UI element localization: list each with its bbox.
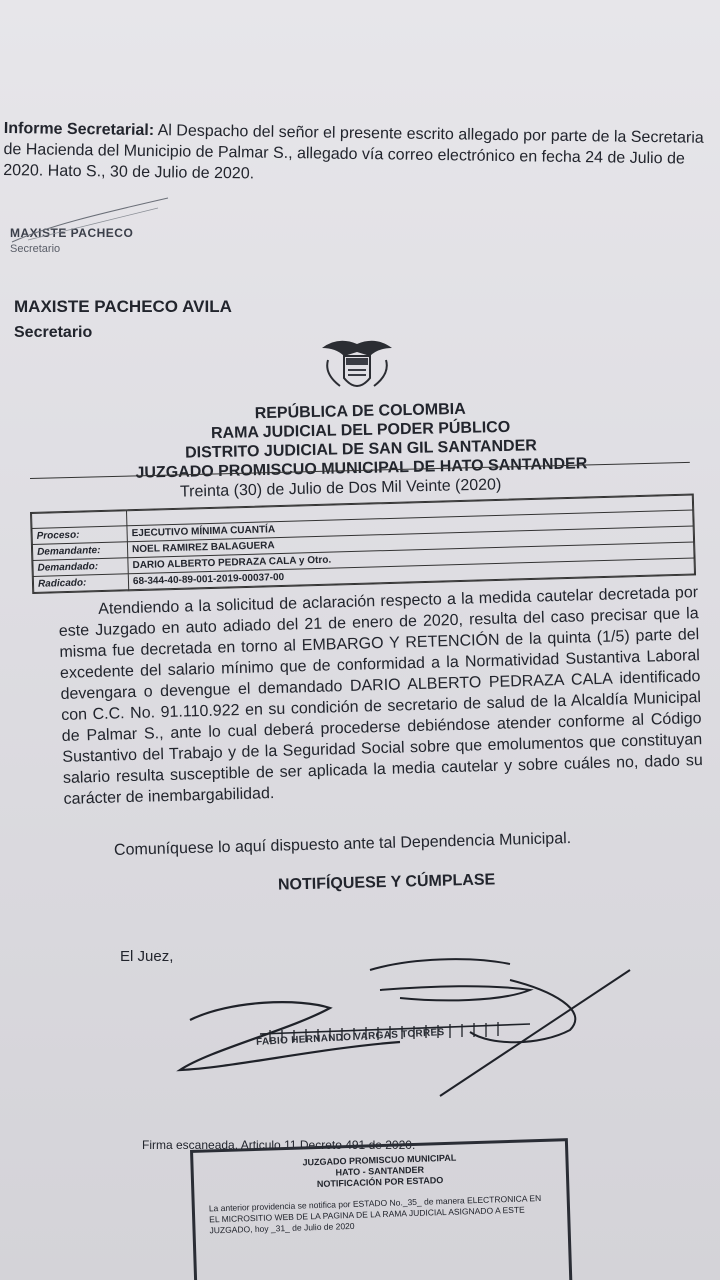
judge-signature	[170, 950, 650, 1100]
table-value: 68-344-40-89-001-2019-00037-00	[128, 558, 694, 590]
informe-text: Al Despacho del señor el presente escrito allegado por parte de la Secretaria de Hacienda del Municipio de Palmar S., allegado vía correo electrónico en fecha 24 de Julio de 2020. Hato S., 30 de Julio de 2020.	[3, 122, 704, 183]
coat-of-arms-icon	[318, 334, 396, 398]
secretario-stamp-role: Secretario	[10, 243, 61, 255]
header-line-1: REPÚBLICA DE COLOMBIA	[254, 400, 466, 423]
secretario-stamp-name: MAXISTE PACHECO	[10, 226, 134, 240]
table-key: Demandante:	[32, 542, 127, 561]
secretario-name: MAXISTE PACHECO AVILA	[14, 297, 232, 316]
firma-escaneada-note: Firma escaneada. Articulo 11 Decreto 491 de 2020.	[142, 1138, 416, 1152]
comuniquese-line: Comuníquese lo aquí dispuesto ante tal Dependencia Municipal.	[113, 830, 572, 859]
notificacion-line-3: NOTIFICACIÓN POR ESTADO	[316, 1175, 444, 1190]
table-key: Proceso:	[32, 526, 127, 545]
informe-secretarial	[3, 118, 704, 191]
body-text	[58, 582, 704, 810]
body-paragraph: Atendiendo a la solicitud de aclaración respecto a la medida cautelar decretada por este Juzgado en auto adiado del 21 de enero de 2020, resulta del caso precisar que la misma fue decretada en torno al EMBARGO Y RETENCIÓN de la quinta (1/5) parte del excedente del salario mínimo que de conformidad a la Normatividad Sustantiva Laboral devengara o devengue el demandado DARIO ALBERTO PEDRAZA CALA identificado con C.C. No. 91.110.922 en su condición de secretario de salud de la Alcaldía Municipal de Palmar S., ante lo cual deberá procederse debiéndose atender conforme al Código Sustantivo del Trabajo y de la Seguridad Social sobre que emolumentos que constituyan salario resulta susceptible de ser aplicada la media cautelar y sobre cuáles no, dado su carácter de inembargabilidad.	[58, 584, 703, 808]
table-key: Demandado:	[33, 558, 128, 577]
notifiquese-line: NOTIFÍQUESE Y CÚMPLASE	[277, 871, 496, 894]
header-line-2: RAMA JUDICIAL DEL PODER PÚBLICO	[210, 418, 511, 443]
table-value: EJECUTIVO MÍNIMA CUANTÍA	[127, 510, 693, 542]
table-value: NOEL RAMIREZ BALAGUERA	[127, 526, 693, 558]
secretario-title: Secretario	[14, 324, 93, 341]
judge-name: FABIO HERNANDO VARGAS TORRES	[255, 1027, 445, 1048]
notificacion-estado-box	[190, 1138, 572, 1280]
notificacion-line-1: JUZGADO PROMISCUO MUNICIPAL	[302, 1152, 457, 1168]
header-line-3: DISTRITO JUDICIAL DE SAN GIL SANTANDER	[184, 437, 537, 462]
document-date: Treinta (30) de Julio de Dos Mil Veinte (2020)	[179, 476, 502, 501]
table-key: Radicado:	[33, 574, 128, 593]
informe-label: Informe Secretarial:	[3, 119, 155, 140]
notificacion-text: La anterior providencia se notifica por ESTADO No._35_ de manera ELECTRONICA EN EL MICROSITIO WEB DE LA PAGINA DE LA RAMA JUDICIAL ASIGNADO A ESTE JUZGADO, hoy _31_ de Julio de 2020	[208, 1192, 542, 1236]
notificacion-line-2: HATO - SANTANDER	[335, 1164, 425, 1178]
juez-label: El Juez,	[120, 948, 174, 965]
header-line-4: JUZGADO PROMISCUO MUNICIPAL DE HATO SANTANDER	[135, 455, 588, 482]
table-value: DARIO ALBERTO PEDRAZA CALA y Otro.	[128, 542, 694, 574]
case-details-table	[30, 493, 696, 594]
secretario-signature-stroke	[8, 196, 178, 246]
